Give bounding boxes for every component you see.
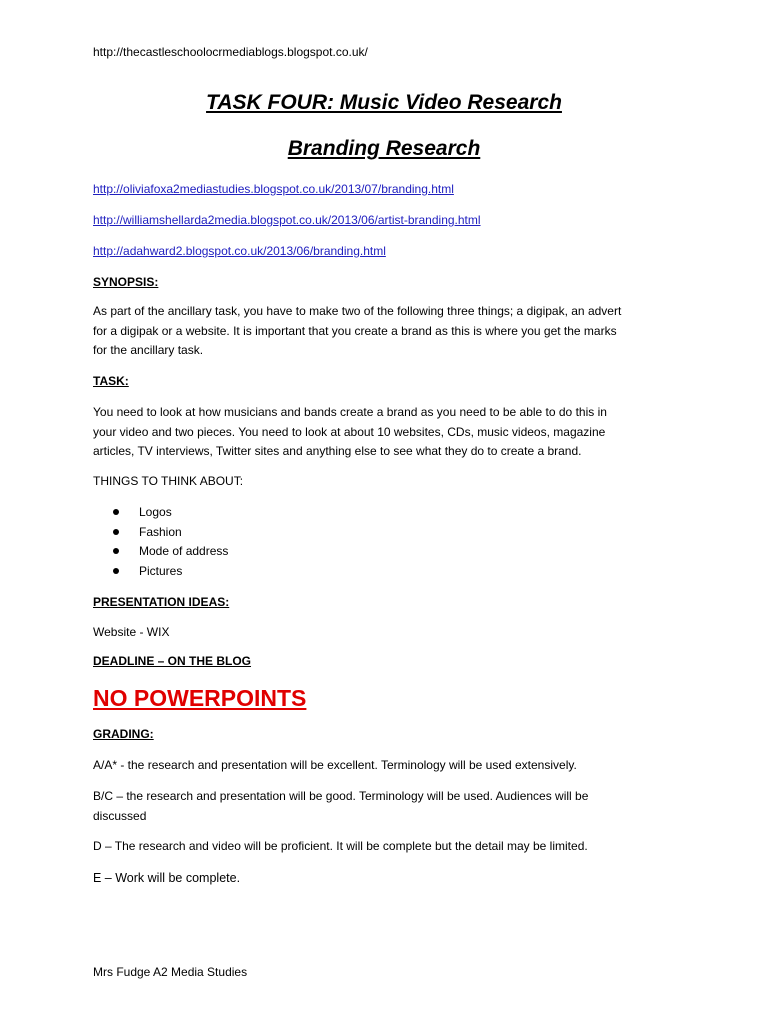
page-subtitle: Branding Research — [287, 137, 481, 160]
reference-link-3[interactable]: http://adahward2.blogspot.co.uk/2013/06/branding.html — [93, 244, 386, 258]
presentation-website: Website - WIX — [93, 625, 170, 639]
bullet-icon — [113, 509, 119, 515]
header-url: http://thecastleschoolocrmediablogs.blogspot.co.uk/ — [93, 45, 368, 59]
synopsis-paragraph — [93, 302, 683, 361]
grade-b — [93, 787, 683, 826]
task-line: You need to look at how musicians and bands create a brand as you need to be able to do this in — [93, 405, 607, 419]
list-item-label: Pictures — [139, 563, 183, 578]
task-paragraph — [93, 403, 683, 462]
synopsis-line: for the ancillary task. — [93, 343, 204, 357]
presentation-heading: PRESENTATION IDEAS: — [93, 595, 230, 609]
list-item — [113, 523, 228, 543]
bullet-icon — [113, 529, 119, 535]
page-title: TASK FOUR: Music Video Research — [206, 91, 562, 114]
footer: Mrs Fudge A2 Media Studies — [93, 965, 248, 979]
things-heading: THINGS TO THINK ABOUT: — [93, 474, 244, 488]
list-item-label: Fashion — [139, 524, 182, 539]
list-item-label: Logos — [139, 505, 172, 519]
grading-heading: GRADING: — [93, 727, 154, 741]
list-item — [113, 562, 228, 582]
synopsis-line: As part of the ancillary task, you have to make two of the following three things; a digipak, an advert — [93, 304, 622, 318]
grade-b-line: B/C – the research and presentation will be good. Terminology will be used. Audiences will be — [93, 789, 589, 803]
bullet-icon — [113, 568, 119, 574]
list-item-label: Mode of address — [139, 544, 229, 558]
list-item — [113, 542, 228, 562]
grade-b-line: discussed — [93, 808, 147, 823]
no-powerpoints-warning: NO POWERPOINTS — [93, 685, 307, 711]
task-heading: TASK: — [93, 374, 129, 388]
task-line: articles, TV interviews, Twitter sites and anything else to see what they do to create a brand. — [93, 444, 582, 458]
reference-link-1[interactable]: http://oliviafoxa2mediastudies.blogspot.co.uk/2013/07/branding.html — [93, 182, 454, 196]
synopsis-heading: SYNOPSIS: — [93, 275, 159, 289]
grade-d: D – The research and video will be proficient. It will be complete but the detail may be limited. — [93, 839, 588, 853]
synopsis-line: for a digipak or a website. It is important that you create a brand as this is where you get the marks — [93, 323, 617, 338]
grade-e: E – Work will be complete. — [93, 871, 241, 885]
task-line: your video and two pieces. You need to look at about 10 websites, CDs, music videos, magazine — [93, 424, 606, 439]
things-list — [113, 503, 228, 581]
reference-link-2[interactable]: http://williamshellarda2media.blogspot.co.uk/2013/06/artist-branding.html — [93, 213, 481, 227]
deadline-heading: DEADLINE – ON THE BLOG — [93, 654, 252, 668]
list-item — [113, 503, 228, 523]
grade-a: A/A* - the research and presentation will be excellent. Terminology will be used extensively. — [93, 758, 577, 772]
bullet-icon — [113, 548, 119, 554]
